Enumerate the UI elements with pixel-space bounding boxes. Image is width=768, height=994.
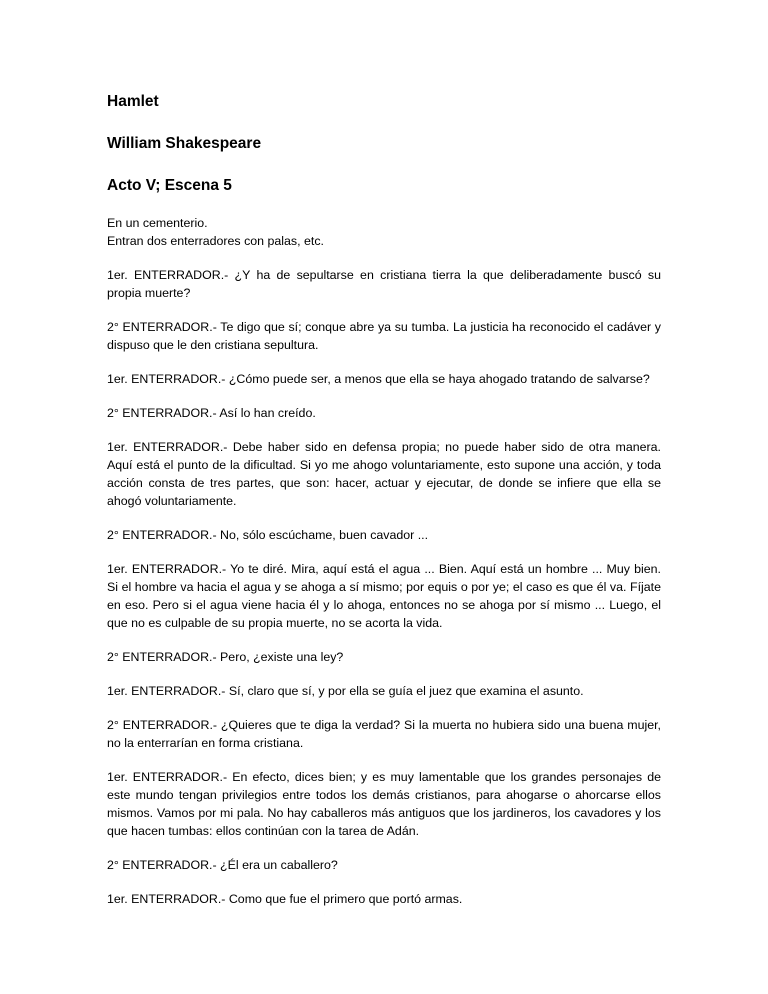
- speech-paragraph: 1er. ENTERRADOR.- Debe haber sido en defensa propia; no puede haber sido de otra manera. Aquí está el punto de la dificultad. Si yo me ahogo voluntariamente, esto supone una acción, y toda acción consta de tres partes, que son: hacer, actuar y ejecutar, de donde se infiere que ella se ahogó voluntariamente.: [107, 440, 661, 508]
- speech-paragraph: 2° ENTERRADOR.- ¿Él era un caballero?: [107, 858, 338, 872]
- stage-direction-entrance: Entran dos enterradores con palas, etc.: [107, 234, 324, 248]
- speech-paragraph: 2° ENTERRADOR.- Así lo han creído.: [107, 406, 316, 420]
- document-author: William Shakespeare: [107, 135, 262, 152]
- stage-direction-setting: En un cementerio.: [107, 216, 208, 230]
- speech-paragraph: 1er. ENTERRADOR.- Como que fue el primero que portó armas.: [107, 892, 463, 906]
- document-page: [107, 92, 661, 908]
- stage-directions: [107, 214, 661, 250]
- speech-paragraph: 1er. ENTERRADOR.- Sí, claro que sí, y por ella se guía el juez que examina el asunto.: [107, 684, 584, 698]
- speech-paragraph: 2° ENTERRADOR.- Te digo que sí; conque abre ya su tumba. La justicia ha reconocido el cadáver y dispuso que le den cristiana sepultura.: [107, 320, 661, 352]
- speech-paragraph: 1er. ENTERRADOR.- ¿Cómo puede ser, a menos que ella se haya ahogado tratando de salvarse?: [107, 372, 650, 386]
- speech-paragraph: 1er. ENTERRADOR.- ¿Y ha de sepultarse en cristiana tierra la que deliberadamente buscó su propia muerte?: [107, 268, 661, 300]
- act-scene-heading: Acto V; Escena 5: [107, 177, 232, 194]
- speech-paragraph: 2° ENTERRADOR.- No, sólo escúchame, buen cavador ...: [107, 528, 429, 542]
- speech-paragraph: 1er. ENTERRADOR.- En efecto, dices bien; y es muy lamentable que los grandes personajes de este mundo tengan privilegios entre todos los demás cristianos, para ahogarse o ahorcarse ellos mismos. Vamos por mi pala. No hay caballeros más antiguos que los jardineros, los cavadores y los que hacen tumbas: ellos continúan con la tarea de Adán.: [107, 770, 661, 838]
- document-title: Hamlet: [107, 93, 159, 110]
- speech-paragraph: 2° ENTERRADOR.- ¿Quieres que te diga la verdad? Si la muerta no hubiera sido una buena mujer, no la enterrarían en forma cristiana.: [107, 718, 661, 750]
- speech-paragraph: 2° ENTERRADOR.- Pero, ¿existe una ley?: [107, 650, 344, 664]
- speech-paragraph: 1er. ENTERRADOR.- Yo te diré. Mira, aquí está el agua ... Bien. Aquí está un hombre ... Muy bien. Si el hombre va hacia el agua y se ahoga a sí mismo; por equis o por ye; el caso es que él va. Fíjate en eso. Pero si el agua viene hacia él y lo ahoga, entonces no se ahoga por sí mismo ... Luego, el que no es culpable de su propia muerte, no se acorta la vida.: [107, 562, 661, 630]
